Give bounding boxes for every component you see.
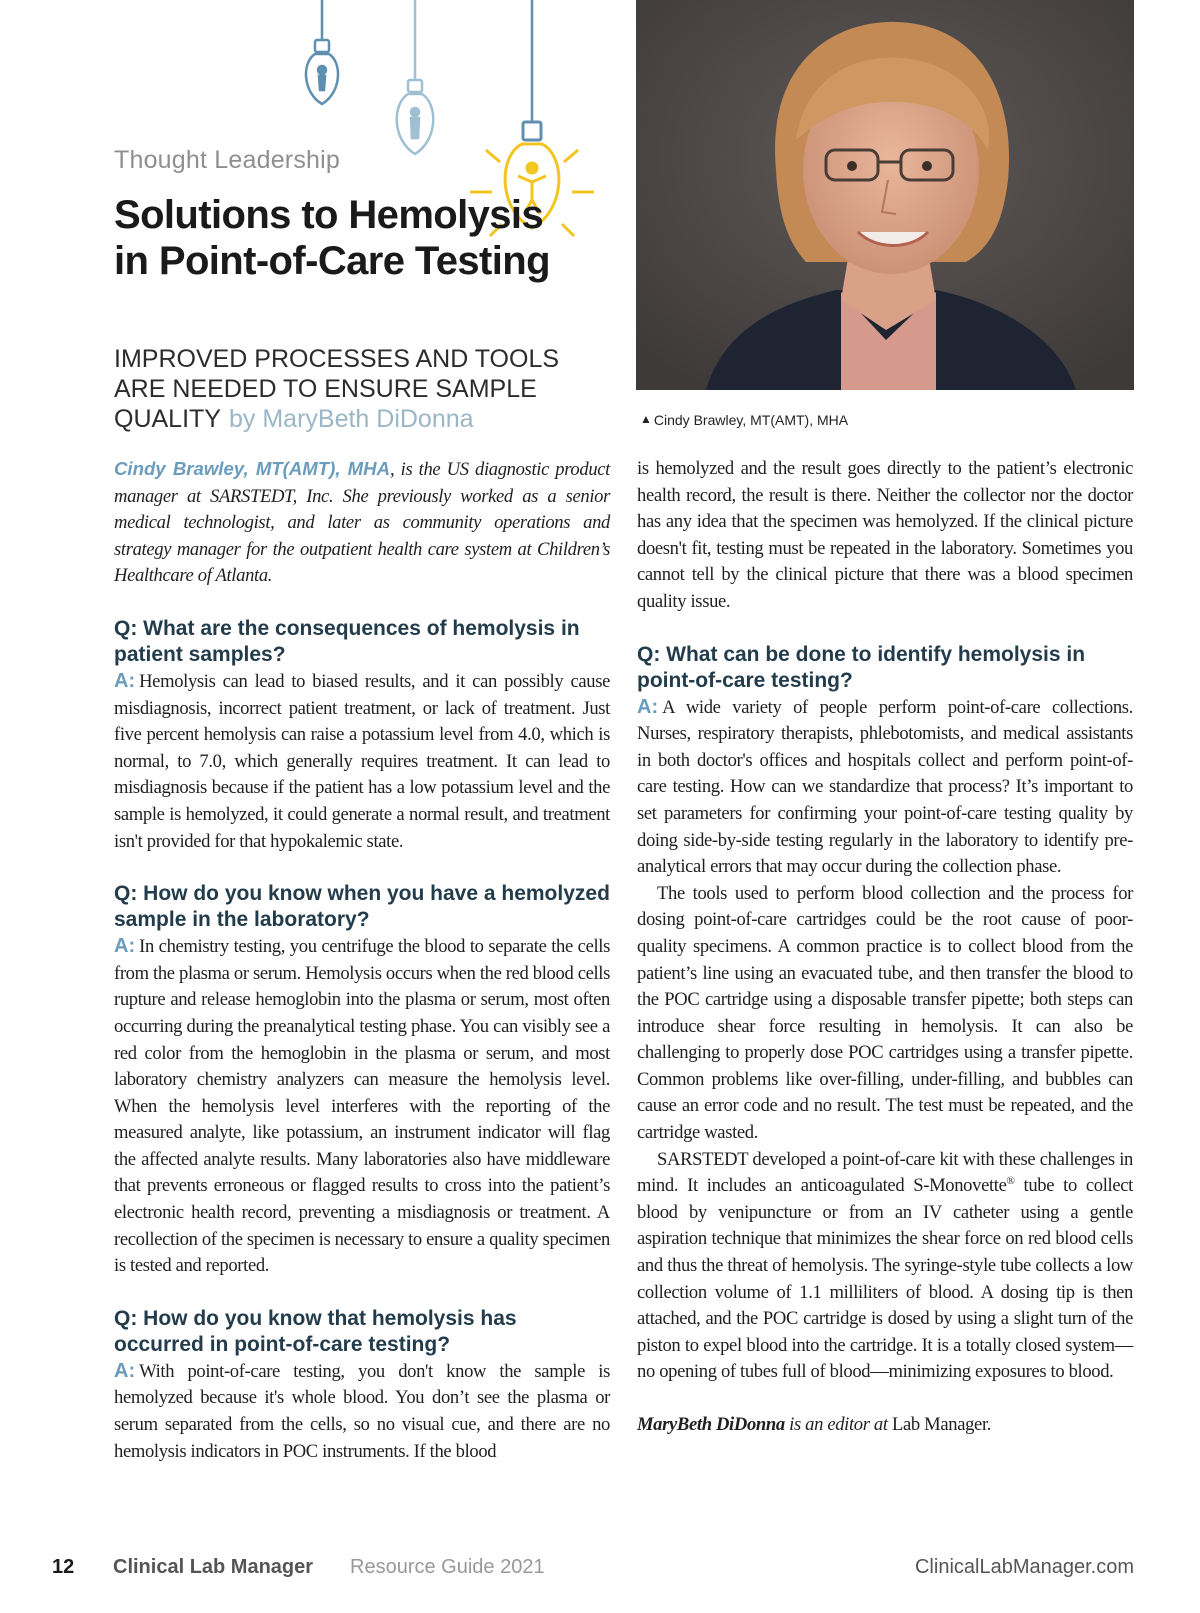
question-heading: Q: How do you know when you have a hemolyzed sample in the laboratory? — [114, 882, 610, 932]
question-heading: Q: What are the consequences of hemolysis in patient samples? — [114, 616, 580, 666]
caret-up-icon: ▲ — [640, 412, 652, 426]
author-intro — [114, 456, 610, 590]
answer-text: Hemolysis can lead to biased results, and it can possibly cause misdiagnosis, incorrect patient treatment, or lack of treatment. Just five percent hemolysis can raise a potassium level from 4.0, which is normal, to 7.0, which generally requires treatment. It can lead to misdiagnosis because if the patient has a low potassium level and the sample is hemolyzed, it could generate a normal result, and treatment isn't provided for that hypokalemic state. — [114, 670, 610, 852]
answer-text: A wide variety of people perform point-of-care collections. Nurses, respiratory therapists, phlebotomists, and medical assistants in both doctor's offices and hospitals collect and perform point-of-care testing. How can we standardize that process? It’s important to set parameters for confirming your point-of-care testing quality by doing side-by-side testing regularly in the laboratory to identify pre-analytical errors that may occur during the collection phase. — [637, 696, 1133, 878]
article-subtitle — [114, 344, 584, 434]
publication-name: Lab Manager. — [892, 1414, 992, 1435]
subtitle-text: IMPROVED PROCESSES AND TOOLS ARE NEEDED TO ENSURE SAMPLE QUALITY — [114, 345, 560, 433]
answer-text: In chemistry testing, you centrifuge the blood to separate the cells from the plasma or serum. Hemolysis occurs when the red blood cells rupture and release hemoglobin into the plasma or serum, most often occurring during the preanalytical testing phase. You can visibly see a red color from the hemoglobin in the plasma or serum, and most laboratory chemistry analyzers can measure the hemolysis level. When the hemolysis level interferes with the reporting of the measured analyte, like potassium, an instrument indicator will flag the affected analyte results. Many laboratories also have middleware that prevents erroneous or flagged results to cross into the patient’s electronic health record, preventing a misdiagnosis or treatment. A recollection of the specimen is necessary to ensure a quality specimen is tested and reported. — [114, 936, 611, 1277]
bulb-icon — [397, 0, 433, 154]
section-kicker: Thought Leadership — [114, 146, 340, 174]
answer-label: A: — [114, 1359, 136, 1382]
registered-mark: ® — [1006, 1175, 1015, 1188]
intro-text: , is the US diagnostic product manager at SARSTEDT, Inc. She previously worked as a senior medical technologist, and later as community operations and strategy manager for the outpatient health care system at Children’s Healthcare of Atlanta. — [114, 459, 610, 587]
article-title: Solutions to Hemolysis in Point-of-Care Testing — [114, 193, 550, 283]
magazine-name: Clinical Lab Manager — [113, 1556, 314, 1578]
intro-name: Cindy Brawley, MT(AMT), MHA — [114, 458, 391, 479]
answer-paragraph — [114, 933, 610, 1280]
body-paragraph — [637, 1147, 1133, 1386]
answer-text: With point-of-care testing, you don't know the sample is hemolyzed because it's whole blood. You don’t see the plasma or serum separated from the cells, so no visual cue, and there are no hemolysis indicators in POC instruments. If the blood — [114, 1360, 610, 1462]
author-note-name: MaryBeth DiDonna — [637, 1414, 785, 1435]
left-column — [114, 456, 610, 1465]
body-paragraph: The tools used to perform blood collection and the process for dosing point-of-care cartridges could be the root cause of poor-quality specimens. A common practice is to collect blood from the patient’s line using an evacuated tube, and then transfer the blood to the POC cartridge using a disposable transfer pipette; both steps can introduce shear force resulting in hemolysis. It can also be challenging to properly dose POC cartridges using a transfer pipette. Common problems like over-filling, under-filling, and bubbles can cause an error code and no result. The test must be repeated, and the cartridge wasted. — [637, 882, 1133, 1144]
author-note-text: is an editor at — [784, 1414, 892, 1435]
photo-caption — [640, 412, 848, 428]
answer-paragraph — [114, 668, 610, 855]
answer-label: A: — [637, 695, 659, 718]
answer-paragraph — [114, 1358, 610, 1465]
page-number: 12 — [52, 1556, 75, 1578]
answer-label: A: — [114, 669, 136, 692]
para3-text-a: SARSTEDT developed a point-of-care kit with these challenges in mind. It includes an anticoagulated S-Monovette — [637, 1148, 1133, 1197]
author-note — [637, 1412, 1133, 1439]
website-url: ClinicalLabManager.com — [914, 1556, 1134, 1578]
question-heading: Q: What can be done to identify hemolysis in point-of-care testing? — [637, 642, 1086, 692]
edition-label: Resource Guide 2021 — [350, 1556, 545, 1578]
caption-text: Cindy Brawley, MT(AMT), MHA — [653, 412, 849, 428]
portrait-photo — [636, 0, 1134, 390]
right-column — [637, 456, 1133, 1439]
answer-paragraph — [637, 694, 1133, 881]
answer-continuation: is hemolyzed and the result goes directly to the patient’s electronic health record, the result is there. Neither the collector nor the doctor has any idea that the specimen was hemolyzed. If the clinical picture doesn't fit, testing must be repeated in the laboratory. Sometimes you cannot tell by the clinical picture that there was a blood specimen quality issue. — [637, 458, 1133, 612]
answer-label: A: — [114, 935, 136, 958]
byline: by MaryBeth DiDonna — [228, 405, 474, 433]
para3-text-b: tube to collect blood by venipuncture or from an IV catheter using a gentle aspiration technique that minimizes the shear force on red blood cells and thus the threat of hemolysis. The syringe-style tube collects a low collection volume of 1.1 milliliters of blood. A dosing tip is then attached, and the POC cartridge is dosed by using a slight turn of the piston to expel blood into the cartridge. It is a totally closed system—no opening of tubes full of blood—minimizing exposures to blood. — [637, 1175, 1133, 1383]
bulb-icon — [306, 0, 338, 104]
question-heading: Q: How do you know that hemolysis has occurred in point-of-care testing? — [114, 1306, 517, 1356]
